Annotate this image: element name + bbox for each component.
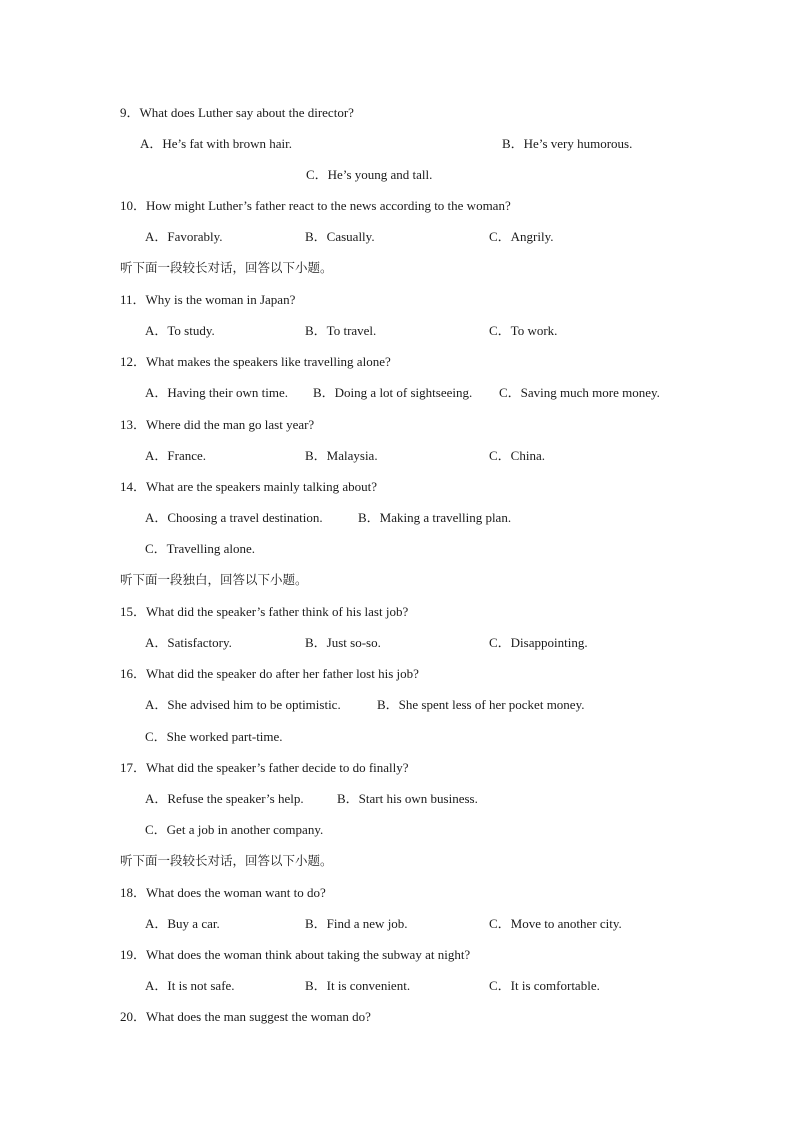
- question-17-option-a: A．Refuse the speaker’s help.: [145, 791, 304, 806]
- question-13-option-a: A．France.: [145, 448, 207, 463]
- question-12-option-c: C．Saving much more money.: [499, 385, 660, 400]
- question-9-option-a: A．He’s fat with brown hair.: [140, 136, 293, 151]
- question-18-stem: 18．What does the woman want to do?: [120, 885, 326, 900]
- question-13-option-c: C．China.: [489, 448, 545, 463]
- question-10-option-c: C．Angrily.: [489, 229, 554, 244]
- question-14-option-a: A．Choosing a travel destination.: [145, 510, 323, 525]
- question-16-option-c: C．She worked part-time.: [145, 729, 283, 744]
- question-10-option-b: B．Casually.: [305, 229, 375, 244]
- section-heading-1: 听下面一段较长对话，回答以下小题。: [120, 260, 333, 275]
- question-10-option-a: A．Favorably.: [145, 229, 223, 244]
- question-9-option-b: B．He’s very humorous.: [502, 136, 633, 151]
- question-10-stem: 10．How might Luther’s father react to the news according to the woman?: [120, 198, 511, 213]
- question-16-option-b: B．She spent less of her pocket money.: [377, 697, 585, 712]
- question-14-option-c: C．Travelling alone.: [145, 541, 256, 556]
- question-19-option-a: A．It is not safe.: [145, 978, 235, 993]
- question-19-stem: 19．What does the woman think about taking the subway at night?: [120, 947, 471, 962]
- question-14-option-b: B．Making a travelling plan.: [358, 510, 512, 525]
- question-19-option-b: B．It is convenient.: [305, 978, 411, 993]
- question-15-option-c: C．Disappointing.: [489, 635, 588, 650]
- question-18-option-c: C．Move to another city.: [489, 916, 622, 931]
- question-11-option-a: A．To study.: [145, 323, 215, 338]
- question-17-stem: 17．What did the speaker’s father decide to do finally?: [120, 760, 409, 775]
- question-15-option-b: B．Just so-so.: [305, 635, 381, 650]
- question-11-option-c: C．To work.: [489, 323, 558, 338]
- question-20-stem: 20．What does the man suggest the woman do?: [120, 1009, 371, 1024]
- question-15-stem: 15．What did the speaker’s father think of his last job?: [120, 604, 409, 619]
- question-12-stem: 12．What makes the speakers like travelling alone?: [120, 354, 391, 369]
- question-17-option-c: C．Get a job in another company.: [145, 822, 324, 837]
- question-15-option-a: A．Satisfactory.: [145, 635, 232, 650]
- section-heading-2: 听下面一段独白，回答以下小题。: [120, 572, 308, 587]
- section-heading-3: 听下面一段较长对话，回答以下小题。: [120, 853, 333, 868]
- question-17-option-b: B．Start his own business.: [337, 791, 478, 806]
- question-18-option-a: A．Buy a car.: [145, 916, 220, 931]
- question-19-option-c: C．It is comfortable.: [489, 978, 600, 993]
- question-14-stem: 14．What are the speakers mainly talking about?: [120, 479, 378, 494]
- question-13-stem: 13．Where did the man go last year?: [120, 417, 315, 432]
- question-9-stem: 9．What does Luther say about the director?: [120, 105, 354, 120]
- question-18-option-b: B．Find a new job.: [305, 916, 408, 931]
- question-12-option-b: B．Doing a lot of sightseeing.: [313, 385, 473, 400]
- question-13-option-b: B．Malaysia.: [305, 448, 378, 463]
- question-11-option-b: B．To travel.: [305, 323, 377, 338]
- question-11-stem: 11．Why is the woman in Japan?: [120, 292, 296, 307]
- question-16-stem: 16．What did the speaker do after her father lost his job?: [120, 666, 419, 681]
- question-16-option-a: A．She advised him to be optimistic.: [145, 697, 341, 712]
- question-9-option-c: C．He’s young and tall.: [306, 167, 433, 182]
- question-12-option-a: A．Having their own time.: [145, 385, 288, 400]
